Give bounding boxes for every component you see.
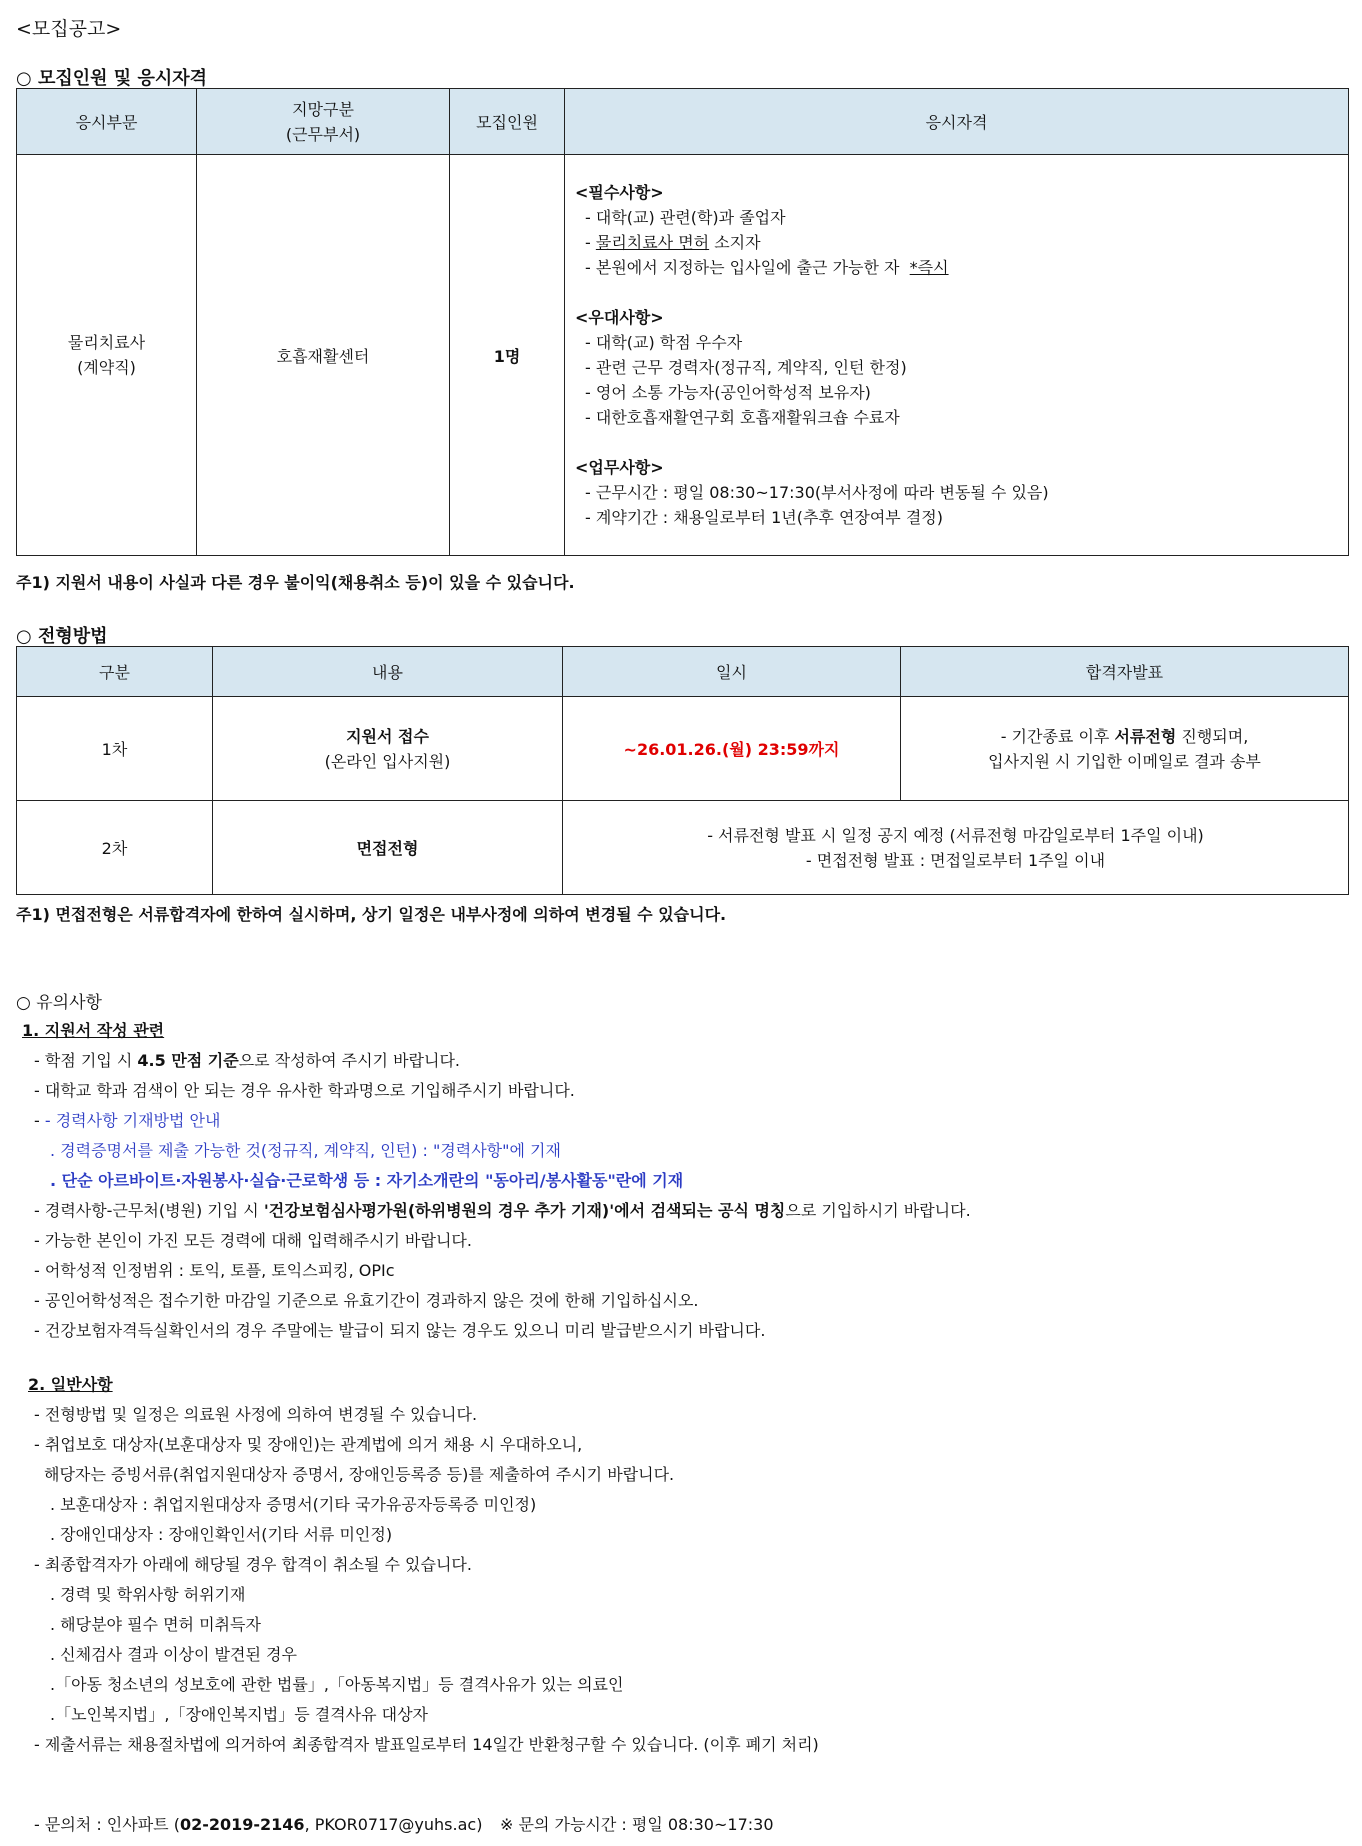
sub2-line-8: . 해당분야 필수 면허 미취득자 xyxy=(50,1615,261,1634)
sub2-line-3: 해당자는 증빙서류(취업지원대상자 증명서, 장애인등록증 등)를 제출하여 주시기 바랍니다. xyxy=(44,1465,675,1484)
contact-info: - 문의처 : 인사파트 (02-2019-2146, PKOR0717@yuhs.ac) xyxy=(34,1815,483,1834)
notice-header: <모집공고> xyxy=(16,18,122,40)
cell-stage-1: 1차 xyxy=(17,697,213,801)
process-table xyxy=(16,646,1349,895)
section3-title: ○ 유의사항 xyxy=(16,993,102,1013)
sub2-title: 2. 일반사항 xyxy=(28,1375,113,1394)
sub1-line-9: - 공인어학성적은 접수기한 마감일 기준으로 유효기간이 경과하지 않은 것에 한해 기입하십시오. xyxy=(34,1291,699,1310)
cell-deadline: ~26.01.26.(월) 23:59까지 xyxy=(563,697,901,801)
sub2-line-6: - 최종합격자가 아래에 해당될 경우 합격이 취소될 수 있습니다. xyxy=(34,1555,472,1574)
section2-note: 주1) 면접전형은 서류합격자에 한하여 실시하며, 상기 일정은 내부사정에 의하여 변경될 수 있습니다. xyxy=(16,905,727,924)
sub1-line-10: - 건강보험자격득실확인서의 경우 주말에는 발급이 되지 않는 경우도 있으니 미리 발급받으시기 바랍니다. xyxy=(34,1321,766,1340)
cell-count: 1명 xyxy=(450,155,565,556)
th-dept: 지망구분 (근무부서) xyxy=(197,89,450,155)
contact-hours: ※ 문의 가능시간 : 평일 08:30~17:30 xyxy=(500,1815,774,1834)
th-content: 내용 xyxy=(213,647,563,697)
sub2-line-10: .「아동 청소년의 성보호에 관한 법률」,「아동복지법」등 결격사유가 있는 의료인 xyxy=(50,1675,624,1694)
cell-dept: 호흡재활센터 xyxy=(197,155,450,556)
immediate-tag: *즉시 xyxy=(909,258,949,277)
cell-content-2: 면접전형 xyxy=(213,801,563,895)
th-stage: 구분 xyxy=(17,647,213,697)
th-qualification: 응시자격 xyxy=(565,89,1349,155)
sub2-line-9: . 신체검사 결과 이상이 발견된 경우 xyxy=(50,1645,297,1664)
license-text: 물리치료사 면허 xyxy=(595,233,710,252)
cell-result-1: - 기간종료 이후 서류전형 진행되며, 입사지원 시 기입한 이메일로 결과 송부 xyxy=(901,697,1349,801)
cell-qualification: <필수사항> - 대학(교) 관련(학)과 졸업자 - 물리치료사 면허 소지자 - 본원에서 지정하는 입사일에 출근 가능한 자 *즉시 <우대사항> - 대학(교) 학점 우수자 - 관련 근무 경력자(정규직, 계약직, 인턴 한정) - 영어 소통 가능자(공인어학성적 보유자) - 대한호흡재활연구회 호흡재활워크숍 수료자 <업무사항> - 근무시간 : 평일 08:30~17:30(부서사정에 따라 변동될 수 있음) - 계약기간 : 채용일로부터 1년(추후 연장여부 결정) xyxy=(565,155,1349,556)
sub2-line-4: . 보훈대상자 : 취업지원대상자 증명서(기타 국가유공자등록증 미인정) xyxy=(50,1495,537,1514)
section1-note: 주1) 지원서 내용이 사실과 다른 경우 불이익(채용취소 등)이 있을 수 있습니다. xyxy=(16,573,575,592)
sub2-line-7: . 경력 및 학위사항 허위기재 xyxy=(50,1585,246,1604)
th-count: 모집인원 xyxy=(450,89,565,155)
sub2-line-5: . 장애인대상자 : 장애인확인서(기타 서류 미인정) xyxy=(50,1525,393,1544)
section1-title: ○ 모집인원 및 응시자격 xyxy=(16,68,207,89)
section2-title: ○ 전형방법 xyxy=(16,626,108,647)
cell-interview-info: - 서류전형 발표 시 일정 공지 예정 (서류전형 마감일로부터 1주일 이내) - 면접전형 발표 : 면접일로부터 1주일 이내 xyxy=(563,801,1349,895)
cell-stage-2: 2차 xyxy=(17,801,213,895)
sub1-line-5: . 단순 아르바이트·자원봉사·실습·근로학생 등 : 자기소개란의 "동아리/봉사활동"란에 기재 xyxy=(50,1171,684,1190)
sub1-line-7: - 가능한 본인이 가진 모든 경력에 대해 입력해주시기 바랍니다. xyxy=(34,1231,472,1250)
th-date: 일시 xyxy=(563,647,901,697)
sub2-line-12: - 제출서류는 채용절차법에 의거하여 최종합격자 발표일로부터 14일간 반환청구할 수 있습니다. (이후 폐기 처리) xyxy=(34,1735,819,1754)
qualification-table xyxy=(16,88,1349,556)
cell-content-1: 지원서 접수 (온라인 입사지원) xyxy=(213,697,563,801)
sub1-title: 1. 지원서 작성 관련 xyxy=(22,1021,165,1040)
th-result: 합격자발표 xyxy=(901,647,1349,697)
sub1-line-3: - - 경력사항 기재방법 안내 xyxy=(34,1111,221,1130)
sub1-line-8: - 어학성적 인정범위 : 토익, 토플, 토익스피킹, OPIc xyxy=(34,1261,395,1280)
sub2-line-1: - 전형방법 및 일정은 의료원 사정에 의하여 변경될 수 있습니다. xyxy=(34,1405,478,1424)
sub2-line-2: - 취업보호 대상자(보훈대상자 및 장애인)는 관계법에 의거 채용 시 우대하오니, xyxy=(34,1435,583,1454)
cell-position: 물리치료사 (계약직) xyxy=(17,155,197,556)
contact-phone: 02-2019-2146 xyxy=(179,1815,305,1834)
th-position: 응시부문 xyxy=(17,89,197,155)
sub1-line-6: - 경력사항-근무처(병원) 기입 시 '건강보험심사평가원(하위병원의 경우 추가 기재)'에서 검색되는 공식 명칭으로 기입하시기 바랍니다. xyxy=(34,1201,971,1220)
sub1-line-2: - 대학교 학과 검색이 안 되는 경우 유사한 학과명으로 기입해주시기 바랍니다. xyxy=(34,1081,575,1100)
sub1-line-1: - 학점 기입 시 4.5 만점 기준으로 작성하여 주시기 바랍니다. xyxy=(34,1051,460,1070)
sub1-line-4: . 경력증명서를 제출 가능한 것(정규직, 계약직, 인턴) : "경력사항"에 기재 xyxy=(50,1141,561,1160)
sub2-line-11: .「노인복지법」,「장애인복지법」등 결격사유 대상자 xyxy=(50,1705,429,1724)
